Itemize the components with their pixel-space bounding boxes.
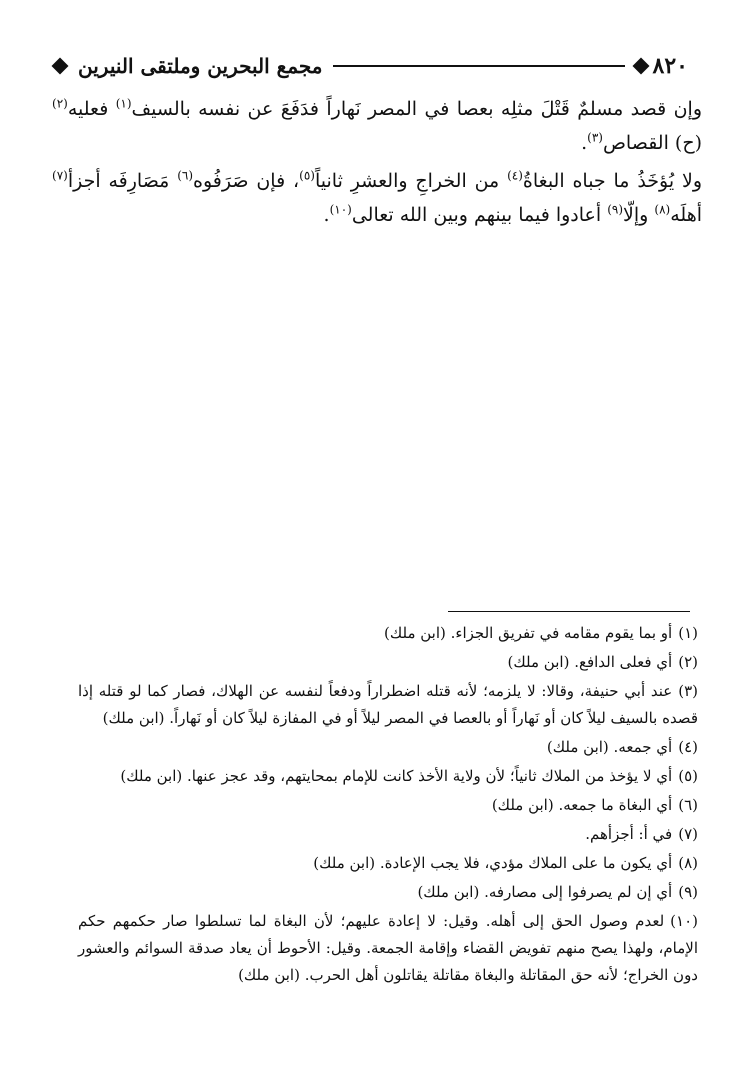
footnote-item: (٧)في أ: أجزأهم. <box>585 825 698 843</box>
footnote-item: (٩)أي إن لم يصرفوا إلى مصارفه. (ابن ملك) <box>417 883 698 901</box>
header-rule <box>333 65 625 67</box>
running-header <box>48 48 688 84</box>
footnote-item: (٦)أي البغاة ما جمعه. (ابن ملك) <box>491 796 698 814</box>
footnote-separator <box>448 611 690 612</box>
footnote-ref-2: (٢) <box>52 96 68 111</box>
footnotes <box>78 620 698 991</box>
footnote-item: (٢)أي فعلى الدافع. (ابن ملك) <box>507 653 698 671</box>
footnote-ref-9: (٩) <box>607 202 624 217</box>
footnote-item: (١٠)لعدم وصول الحق إلى أهله. وقيل: لا إعادة عليهم؛ لأن البغاة لما تسلطوا صار حكمهم حكم الإمام، ولهذا يصح منهم تفويض القضاء وإقامة الجمعة. وقيل: الأحوط أن يعاد صدقة السوائم والعشور دون الخراج؛ لأنه حق المقاتلة والبغاة مقاتلة يقاتلون أهل الحرب. (ابن ملك) <box>78 912 698 984</box>
paragraph-bughat: ولا يُؤخَذُ ما جباه البغاةُ$^{(٤)}$ من الخراجِ والعشرِ ثانياً$^{(٥)}$، فإن صَرَفُوه$^{(٦)}$ مَصَارِفَه أجزأ$^{(٧)}$ أهلَه$^{(٨)}$ وإلّا$^{(٩)}$ أعادوا فيما بينهم وبين الله تعالى$^{(١٠)}$. <box>52 168 703 226</box>
footnote-item: (٣)عند أبي حنيفة، وقالا: لا يلزمه؛ لأنه قتله اضطراراً ودفعاً لنفسه عن الهلاك، فصار كما لو قتله إذا قصده بالسيف ليلاً كان أو نَهاراً أو بالعصا في المصر ليلاً أو في المفازة ليلاً كان أو نَهاراً. (ابن ملك) <box>78 682 698 727</box>
footnote-ref-7: (٧) <box>52 168 68 183</box>
paragraph-qisas: وإن قصد مسلمٌ قَتْلَ مثلِه بعصا في المصر نَهاراً فدَفَعَ عن نفسه بالسيف$^{(١)}$ فعليه$^{(٢)}$ (ح) القصاص$^{(٣)}$. <box>52 96 703 154</box>
footnote-ref-3: (٣) <box>587 130 603 145</box>
diamond-ornament-left <box>632 58 649 75</box>
footnote-item: (١)أو بما يقوم مقامه في تفريق الجزاء. (ابن ملك) <box>383 624 698 642</box>
footnote-ref-6: (٦) <box>177 168 194 183</box>
footnote-ref-4: (٤) <box>507 168 523 183</box>
book-title: مجمع البحرين وملتقى النيرين <box>78 54 323 78</box>
footnote-ref-5: (٥) <box>299 168 315 183</box>
footnote-item: (٨)أي يكون ما على الملاك مؤدي، فلا يجب الإعادة. (ابن ملك) <box>313 854 698 872</box>
diamond-ornament-right <box>52 58 69 75</box>
footnote-ref-1: (١) <box>115 96 132 111</box>
footnote-item: (٤)أي جمعه. (ابن ملك) <box>546 738 698 756</box>
page-number: ٨٢٠ <box>652 53 688 79</box>
main-text <box>52 92 702 236</box>
footnote-ref-10: (١٠) <box>329 202 352 217</box>
footnote-item: (٥)أي لا يؤخذ من الملاك ثانياً؛ لأن ولاية الأخذ كانت للإمام بمحايتهم، وقد عجز عنها. (ابن ملك) <box>120 767 698 785</box>
footnote-ref-8: (٨) <box>654 202 671 217</box>
